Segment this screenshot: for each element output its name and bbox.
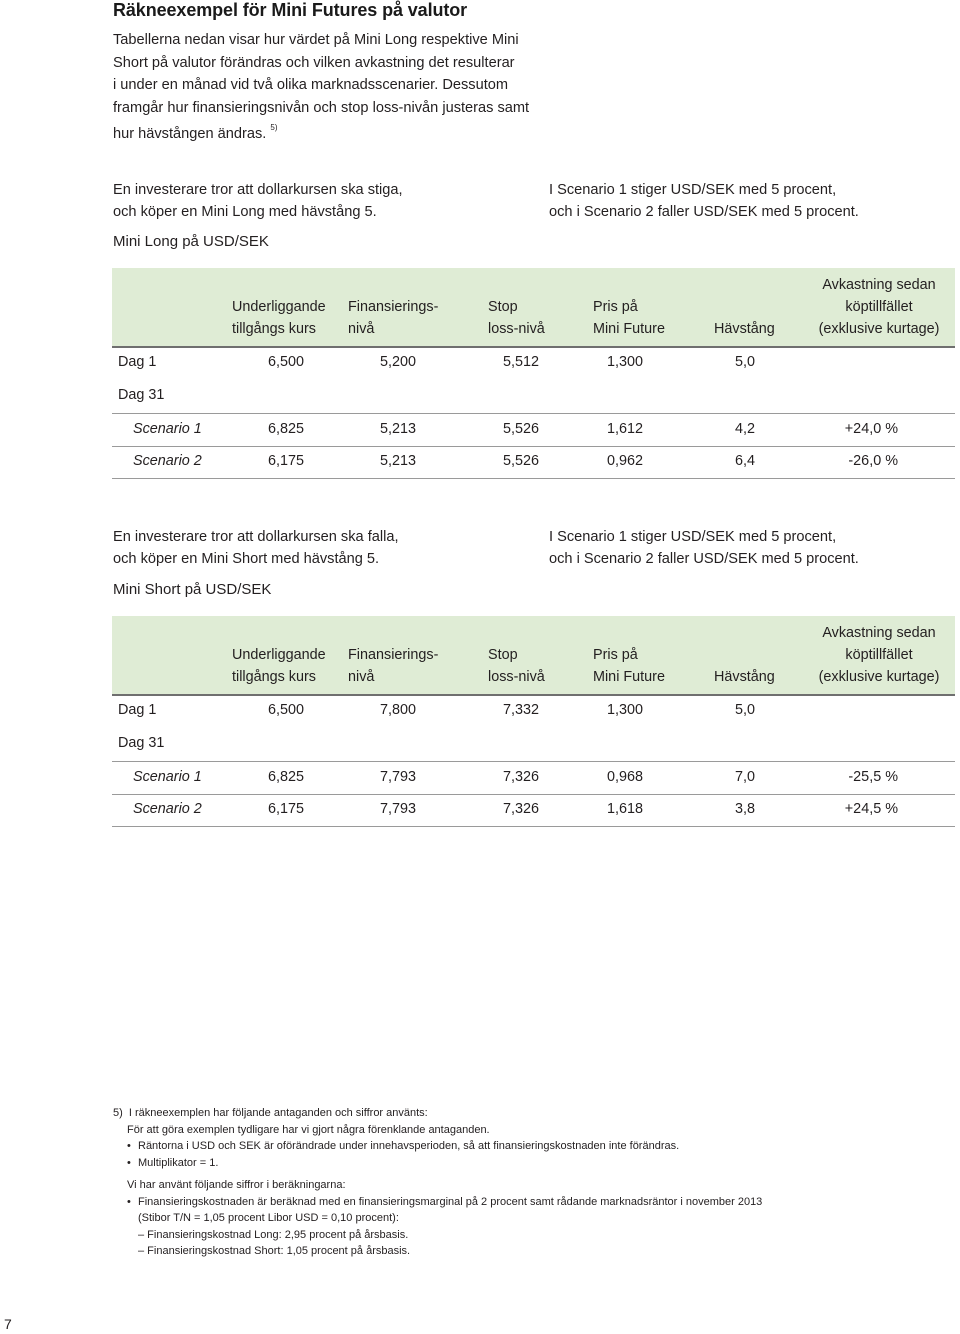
cell-underlying: 6,500 <box>268 354 305 370</box>
header-line: köptillfället <box>845 647 913 663</box>
long-scenario-text <box>549 179 859 223</box>
col-leverage <box>714 666 775 688</box>
cell-stop: 5,526 <box>503 453 540 469</box>
cell-leverage: 4,2 <box>735 421 756 437</box>
col-underlying <box>232 296 326 340</box>
cell-price: 1,300 <box>607 354 644 370</box>
header-line: Pris på <box>593 299 638 315</box>
page-heading: Räkneexempel för Mini Futures på valutor <box>113 0 468 20</box>
footnote-bullet-text: Räntorna i USD och SEK är oförändrade under innehavsperioden, så att finansieringskostnaden inte förändras. <box>138 1140 680 1152</box>
table-row <box>112 446 955 479</box>
col-financing <box>348 296 438 340</box>
cell-financing: 7,800 <box>380 702 417 718</box>
row-label: Scenario 2 <box>133 453 202 469</box>
short-investor-line: och köper en Mini Short med hävstång 5. <box>113 551 380 567</box>
table-row <box>112 413 955 447</box>
footnote-marker: 5) <box>113 1107 123 1119</box>
header-line: loss-nivå <box>488 321 545 337</box>
header-line: Avkastning sedan <box>822 277 936 293</box>
header-line: tillgångs kurs <box>232 669 316 685</box>
table-row <box>112 761 955 795</box>
footnote-intro-text: I räkneexemplen har följande antaganden och siffror använts: <box>128 1107 428 1119</box>
header-line: Mini Future <box>593 321 665 337</box>
header-line: Finansierings- <box>348 647 439 663</box>
header-line: nivå <box>348 321 375 337</box>
table-row <box>112 695 955 728</box>
long-scenario-line: I Scenario 1 stiger USD/SEK med 5 procent, <box>549 182 837 198</box>
row-label: Scenario 1 <box>133 769 202 785</box>
header-line: Stop <box>488 299 518 315</box>
cell-stop: 7,326 <box>503 801 540 817</box>
row-label: Scenario 2 <box>133 801 202 817</box>
cell-stop: 5,526 <box>503 421 540 437</box>
cell-price: 0,968 <box>607 769 644 785</box>
cell-price: 1,612 <box>607 421 644 437</box>
cell-price: 0,962 <box>607 453 644 469</box>
cell-financing: 5,213 <box>380 453 417 469</box>
cell-stop: 5,512 <box>503 354 540 370</box>
footnote-line: Vi har använt följande siffror i beräkningarna: <box>127 1179 346 1191</box>
col-price <box>593 644 665 688</box>
header-line: Underliggande <box>232 299 326 315</box>
col-price <box>593 296 665 340</box>
intro-last-line: hur hävstången ändras. <box>113 125 267 142</box>
header-line: Pris på <box>593 647 638 663</box>
cell-leverage: 5,0 <box>735 354 756 370</box>
footnote-bullet <box>113 1138 833 1155</box>
short-scenario-line: och i Scenario 2 faller USD/SEK med 5 procent. <box>549 551 859 567</box>
col-underlying <box>232 644 326 688</box>
footnote-dash-item: – Finansieringskostnad Short: 1,05 procent på årsbasis. <box>138 1245 411 1257</box>
intro-paragraph <box>113 29 533 145</box>
long-investor-line: och köper en Mini Long med hävstång 5. <box>113 204 377 220</box>
short-scenario-line: I Scenario 1 stiger USD/SEK med 5 procent, <box>549 529 837 545</box>
intro-line <box>113 119 533 145</box>
page-number: 7 <box>4 1316 12 1332</box>
footnote-intro <box>113 1105 833 1122</box>
footnote-bullet-text: Finansieringskostnaden är beräknad med en finansieringsmarginal på 2 procent samt rådande marknadsräntor i november 2013 <box>138 1195 763 1208</box>
cell-price: 1,300 <box>607 702 644 718</box>
table-row <box>112 728 955 761</box>
cell-leverage: 7,0 <box>735 769 756 785</box>
long-scenario-line: och i Scenario 2 faller USD/SEK med 5 procent. <box>549 204 859 220</box>
short-table-header <box>112 616 955 696</box>
cell-financing: 5,213 <box>380 421 417 437</box>
intro-line: Short på valutor förändras och vilken avkastning det resulterar <box>113 54 515 71</box>
long-table-header <box>112 268 955 348</box>
cell-leverage: 6,4 <box>735 453 756 469</box>
col-leverage <box>714 318 775 340</box>
cell-leverage: 3,8 <box>735 801 756 817</box>
header-line: Finansierings- <box>348 299 439 315</box>
header-line: (exklusive kurtage) <box>818 321 940 337</box>
cell-financing: 7,793 <box>380 801 417 817</box>
cell-return: -26,0 % <box>848 453 898 469</box>
footnote <box>113 1105 833 1260</box>
intro-line: Tabellerna nedan visar hur värdet på Mini Long respektive Mini <box>113 32 519 48</box>
row-label: Scenario 1 <box>133 421 202 437</box>
row-label: Dag 1 <box>118 354 157 370</box>
footnote-reference: 5) <box>270 123 278 132</box>
short-investor-text <box>113 526 399 570</box>
cell-price: 1,618 <box>607 801 644 817</box>
footnote-dash-item: – Finansieringskostnad Long: 2,95 procent på årsbasis. <box>138 1228 409 1241</box>
cell-underlying: 6,175 <box>268 453 305 469</box>
long-table-title: Mini Long på USD/SEK <box>113 233 269 250</box>
footnote-line: För att göra exemplen tydligare har vi gjort några förenklande antaganden. <box>127 1123 490 1136</box>
cell-underlying: 6,825 <box>268 769 305 785</box>
short-table-title: Mini Short på USD/SEK <box>113 581 272 598</box>
header-line: Mini Future <box>593 669 665 685</box>
header-line: Hävstång <box>714 321 775 337</box>
table-row <box>112 794 955 827</box>
intro-line: framgår hur finansieringsnivån och stop loss-nivån justeras samt <box>113 99 530 116</box>
header-line: Stop <box>488 647 518 663</box>
cell-stop: 7,332 <box>503 702 540 718</box>
cell-return: +24,0 % <box>844 421 898 437</box>
col-stop <box>488 644 545 688</box>
cell-leverage: 5,0 <box>735 702 756 718</box>
col-stop <box>488 296 545 340</box>
header-line: loss-nivå <box>488 669 545 685</box>
header-line: tillgångs kurs <box>232 321 316 337</box>
row-label: Dag 31 <box>118 735 165 751</box>
footnote-bullet <box>113 1155 833 1172</box>
long-investor-text <box>113 179 403 223</box>
cell-financing: 7,793 <box>380 769 417 785</box>
cell-financing: 5,200 <box>380 354 417 370</box>
footnote-bullet-text: Multiplikator = 1. <box>138 1156 219 1169</box>
row-label: Dag 1 <box>118 702 157 718</box>
row-label: Dag 31 <box>118 387 165 403</box>
short-investor-line: En investerare tror att dollarkursen ska falla, <box>113 529 399 545</box>
header-line: Hävstång <box>714 669 775 685</box>
cell-underlying: 6,825 <box>268 421 305 437</box>
header-line: Avkastning sedan <box>822 625 936 641</box>
long-investor-line: En investerare tror att dollarkursen ska stiga, <box>113 182 403 198</box>
table-row <box>112 347 955 380</box>
cell-return: -25,5 % <box>848 769 898 785</box>
cell-stop: 7,326 <box>503 769 540 785</box>
col-return <box>814 622 944 688</box>
cell-underlying: 6,500 <box>268 702 305 718</box>
footnote-line: (Stibor T/N = 1,05 procent Libor USD = 0,10 procent): <box>138 1212 399 1224</box>
header-line: köptillfället <box>845 299 913 315</box>
header-line: Underliggande <box>232 647 326 663</box>
cell-return: +24,5 % <box>844 801 898 817</box>
table-row <box>112 380 955 413</box>
header-line: (exklusive kurtage) <box>818 669 940 685</box>
intro-line: i under en månad vid två olika marknadsscenarier. Dessutom <box>113 77 509 93</box>
col-return <box>814 274 944 340</box>
short-scenario-text <box>549 526 859 570</box>
col-financing <box>348 644 438 688</box>
footnote-bullet <box>113 1194 833 1211</box>
header-line: nivå <box>348 669 375 685</box>
cell-underlying: 6,175 <box>268 801 305 817</box>
